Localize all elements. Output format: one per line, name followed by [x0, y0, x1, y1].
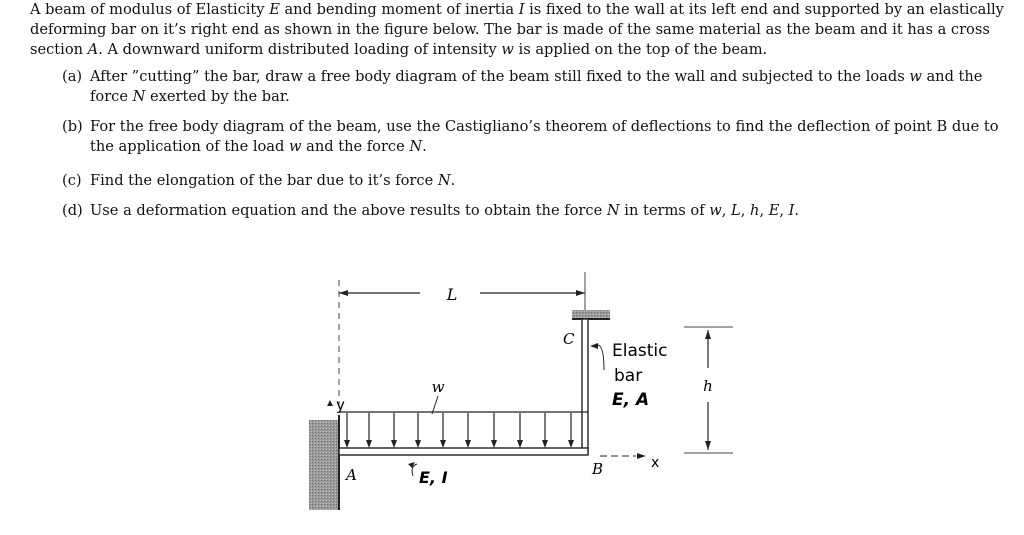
point-B-label: B — [592, 460, 604, 478]
dim-h-label: h — [703, 377, 713, 395]
dim-L-right-arrow — [576, 290, 585, 296]
beam — [339, 448, 588, 455]
load-arrow-head — [366, 440, 372, 448]
dim-L-left-arrow — [339, 290, 348, 296]
bar-label-line2: bar — [614, 366, 643, 386]
point-C-label: C — [563, 330, 575, 348]
distributed-load-arrows — [344, 413, 574, 448]
part-d-text: Use a deformation equation and the above results to obtain the force N in terms of w, L, h, E, I. — [90, 202, 800, 219]
part-b-text: For the free body diagram of the beam, use the Castigliano’s theorem of deflections to find the deflection of point B due to the application of the load w and the force N. — [90, 118, 999, 155]
load-arrow-head — [415, 440, 421, 448]
x-axis-arrow — [637, 453, 646, 459]
dim-h-lower-arrow — [705, 441, 711, 450]
dim-h-upper-arrow — [705, 330, 711, 339]
load-arrow-head — [568, 440, 574, 448]
ceiling-support — [572, 310, 610, 319]
dim-L-label: L — [446, 285, 458, 304]
part-c-label: (c) — [62, 172, 82, 189]
load-arrow-head — [542, 440, 548, 448]
load-w-label: w — [431, 378, 445, 396]
point-A-label: A — [346, 466, 357, 484]
part-a-label: (a) — [62, 68, 83, 85]
problem-intro: A beam of modulus of Elasticity E and bending moment of inertia I is fixed to the wall at its left end and supported by an elastically deforming bar on it’s right end as shown in the figure below. The bar is made of the same material as the beam and it has a cross section A. A downward uniform distributed loading of intensity w is applied on the top of the beam. — [30, 1, 1004, 58]
left-wall — [309, 420, 339, 510]
load-arrow-head — [391, 440, 397, 448]
part-c-text: Find the elongation of the bar due to it’s force N. — [90, 172, 456, 189]
load-arrow-head — [465, 440, 471, 448]
load-arrow-head — [517, 440, 523, 448]
load-w-pointer — [432, 396, 438, 414]
beam-label: E, I — [419, 468, 448, 487]
elastic-bar — [582, 319, 588, 453]
load-arrow-head — [440, 440, 446, 448]
part-b-label: (b) — [62, 118, 83, 135]
bar-label-pointer-arrow — [590, 343, 598, 349]
bar-label-line1: Elastic — [612, 341, 668, 361]
bar-label-pointer — [598, 345, 604, 370]
load-arrow-head — [344, 440, 350, 448]
load-arrow-head — [491, 440, 497, 448]
part-a-text: After ”cutting” the bar, draw a free body diagram of the beam still fixed to the wall and subjected to the loads w and the force N exerted by the bar. — [90, 68, 983, 105]
part-d-label: (d) — [62, 202, 83, 219]
bar-label-line3: E, A — [612, 390, 650, 410]
y-axis-label: y — [336, 396, 345, 414]
x-axis-label: x — [651, 455, 660, 471]
y-axis-arrow — [327, 400, 333, 406]
